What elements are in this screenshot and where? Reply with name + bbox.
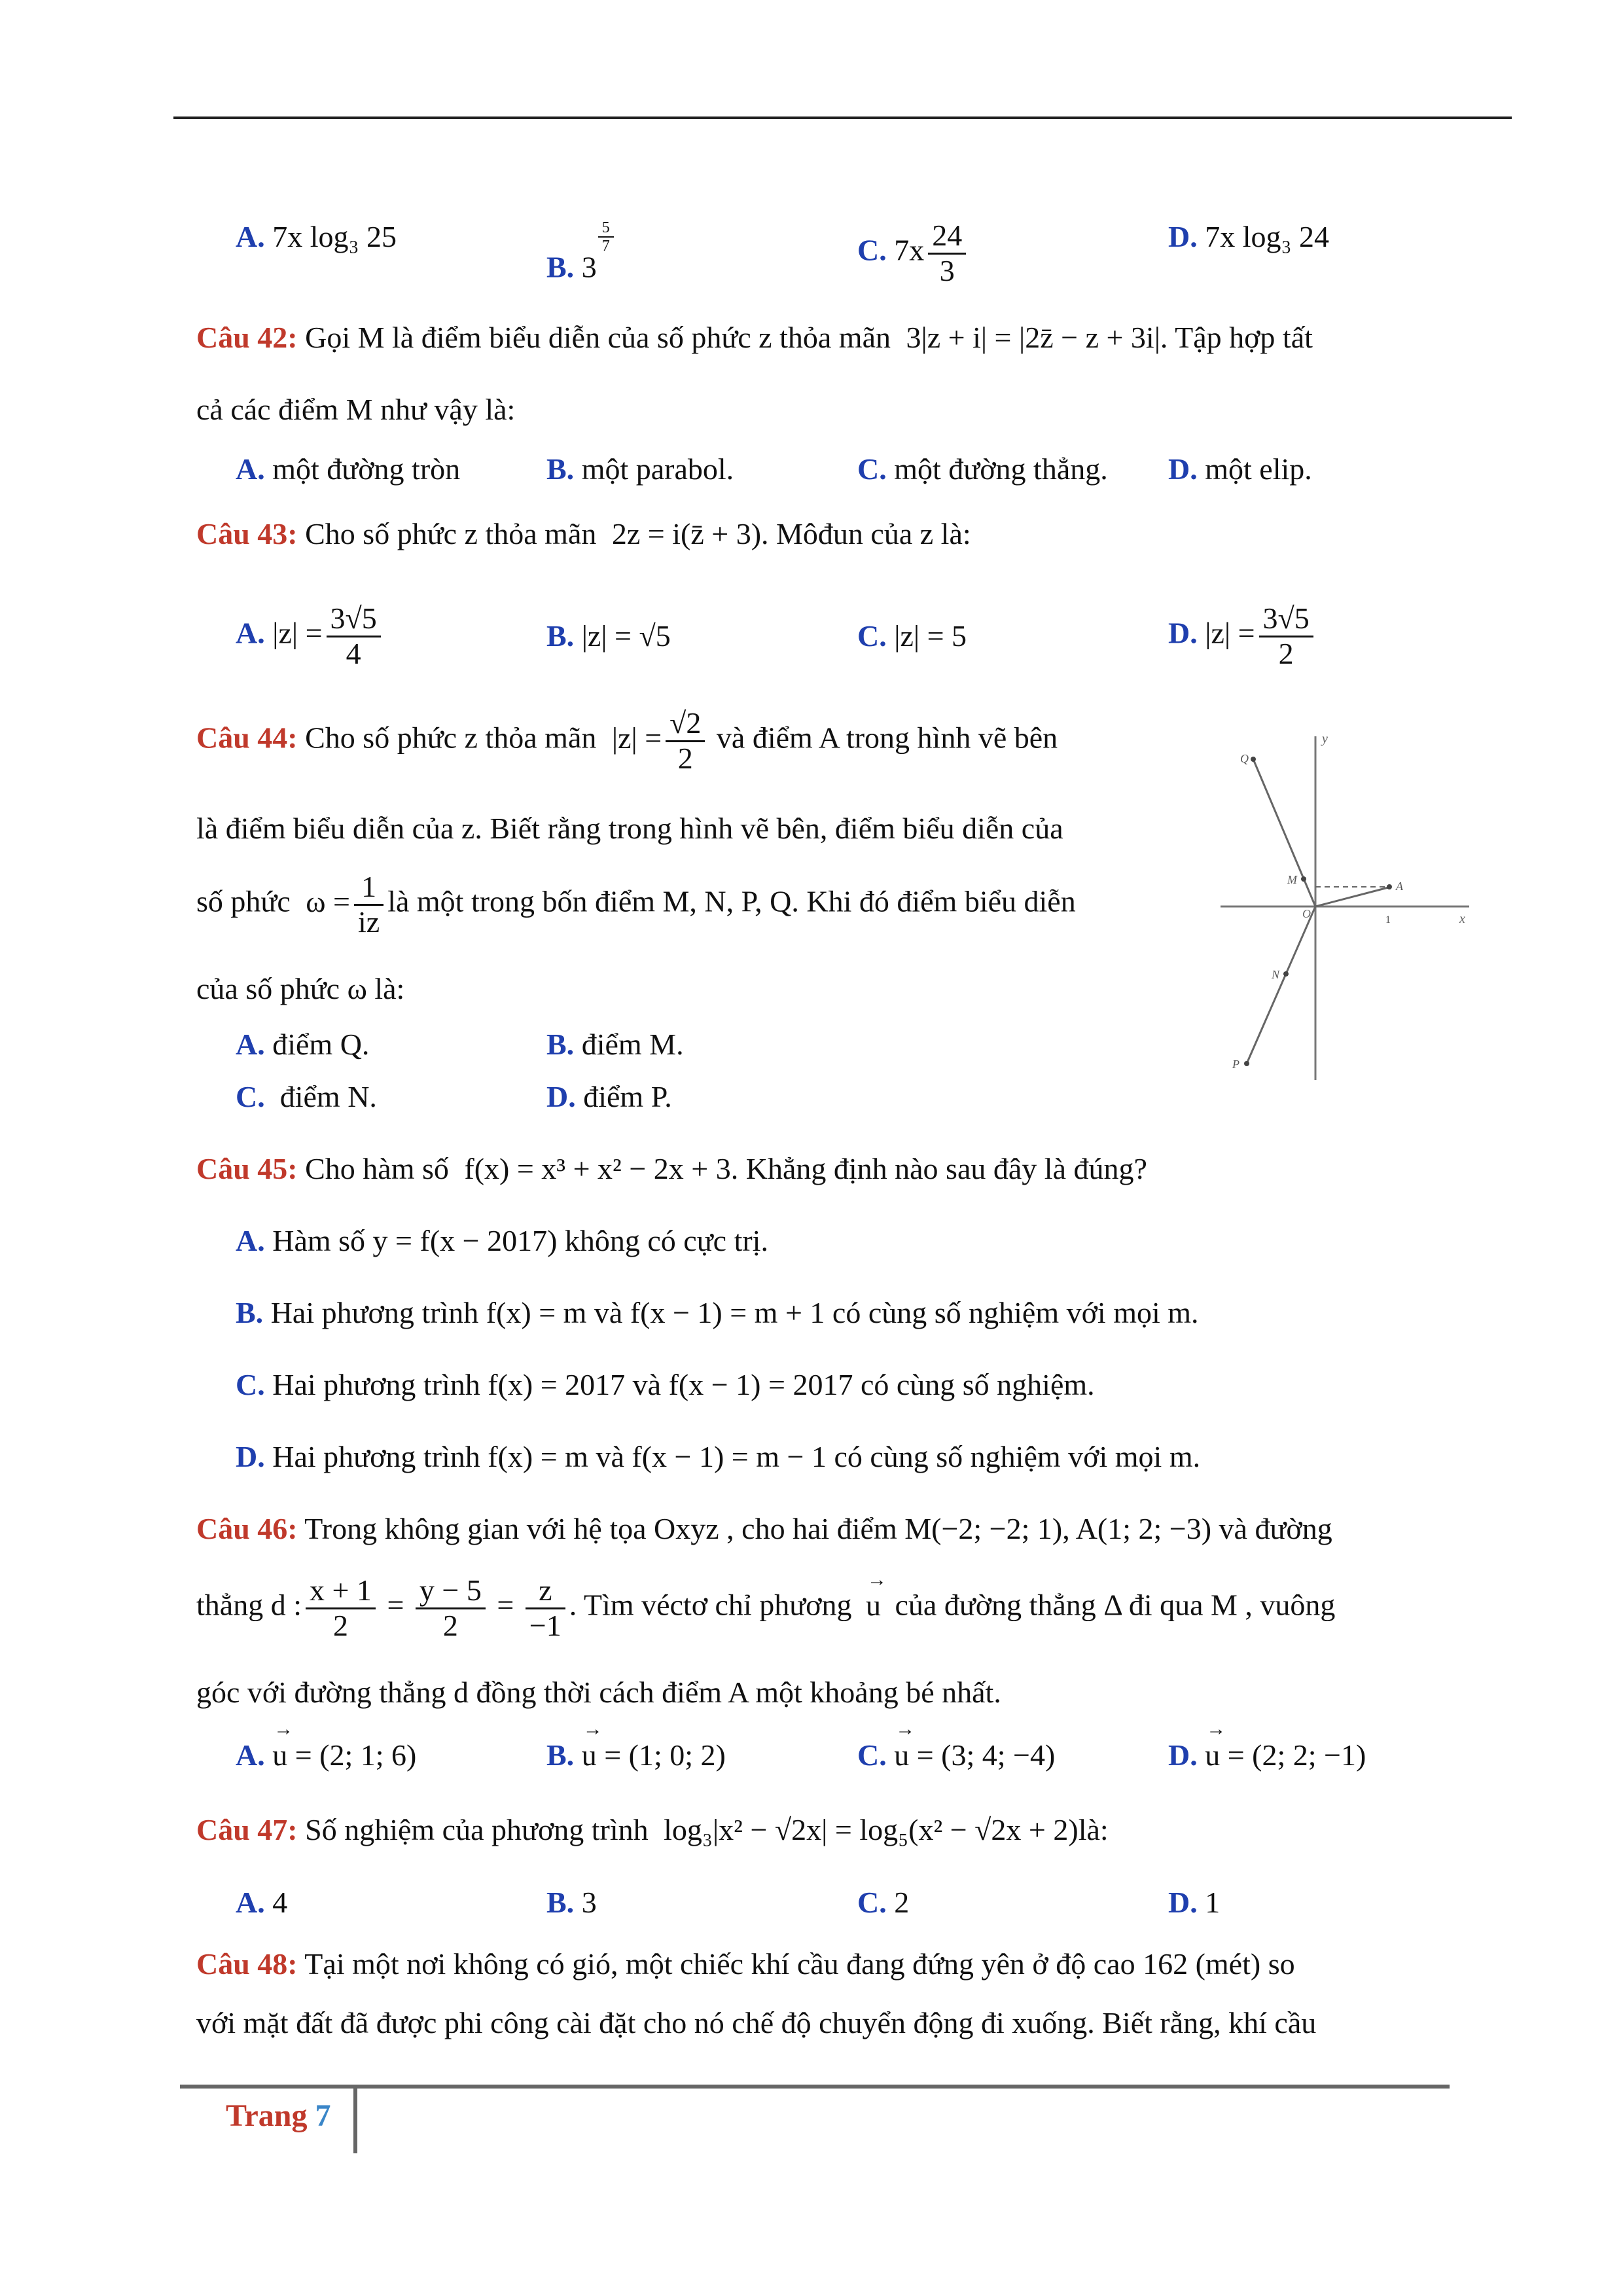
q41-option-d: D. 7x log₃ 24 bbox=[1168, 220, 1330, 253]
q42-line-1: Câu 42: Gọi M là điểm biểu diễn của số phức z thỏa mãn 3|z + i| = |2z̄ − z + 3i|. Tập hợp tất bbox=[196, 321, 1313, 354]
point-M-label: M bbox=[1287, 873, 1297, 886]
q45-option-c: C. Hai phương trình f(x) = 2017 và f(x − 1) = 2017 có cùng số nghiệm. bbox=[236, 1368, 1095, 1401]
footer-rule bbox=[180, 2085, 1450, 2089]
q46-option-c: C. → u = (3; 4; −4) bbox=[857, 1738, 1055, 1772]
segment-OP bbox=[1247, 906, 1315, 1064]
q45-option-d: D. Hai phương trình f(x) = m và f(x − 1) = m − 1 có cùng số nghiệm với mọi m. bbox=[236, 1440, 1201, 1473]
q48-line-2: với mặt đất đã được phi công cài đặt cho nó chế độ chuyển động đi xuống. Biết rằng, khí cầu bbox=[196, 2006, 1317, 2039]
origin-label: O bbox=[1302, 907, 1311, 920]
q44-line-3: số phức ω = $\frac{1}{iz}$ là một trong bốn điểm M, N, P, Q. Khi đó điểm biểu diễn bbox=[196, 870, 1076, 939]
q44-option-d: D. điểm P. bbox=[546, 1080, 672, 1113]
header-rule bbox=[173, 117, 1512, 119]
q43-label: Câu 43: bbox=[196, 517, 298, 550]
q41-option-c: C. 7x $\frac{24}{3}$ bbox=[857, 219, 970, 287]
q46-option-a: A. → u = (2; 1; 6) bbox=[236, 1738, 416, 1772]
tick-one-label: 1 bbox=[1385, 914, 1391, 925]
q44-label: Câu 44: bbox=[196, 721, 298, 755]
q46-line-2: thẳng d : $\frac{x + 1}{2}$ = $\frac{y - 5}{2}$ = $\frac{z}{-1}$ . Tìm véctơ chỉ phương → u của đường thẳng Δ đi qua M , vuông bbox=[196, 1574, 1335, 1642]
q41-option-a: A. 7x log₃ 25 bbox=[236, 220, 397, 253]
q44-line-1: Câu 44: Cho số phức z thỏa mãn |z| = $\frac{√2}{2}$ và điểm A trong hình vẽ bên bbox=[196, 706, 1058, 775]
q46-line-3: góc với đường thẳng d đồng thời cách điểm A một khoảng bé nhất. bbox=[196, 1676, 1001, 1709]
q45-label: Câu 45: bbox=[196, 1152, 298, 1185]
q43-option-b: B. |z| = √5 bbox=[546, 619, 671, 653]
q41-option-b: B. 3 $\frac{5}{7}$ bbox=[546, 219, 615, 284]
q44-option-a: A. điểm Q. bbox=[236, 1028, 370, 1061]
q43-option-a: A. |z| = $\frac{3√5}{4}$ bbox=[236, 602, 385, 670]
vector-u: → u bbox=[866, 1588, 881, 1623]
q48-line-1: Câu 48: Tại một nơi không có gió, một chiếc khí cầu đang đứng yên ở độ cao 162 (mét) so bbox=[196, 1947, 1295, 1981]
q47-option-c: C. 2 bbox=[857, 1886, 910, 1919]
point-P bbox=[1244, 1061, 1249, 1066]
q44-line-2: là điểm biểu diễn của z. Biết rằng trong hình vẽ bên, điểm biểu diễn của bbox=[196, 812, 1063, 845]
q46-label: Câu 46: bbox=[196, 1512, 298, 1545]
q47-line-1: Câu 47: Số nghiệm của phương trình log₃|x² − √2x| = log₅(x² − √2x + 2)là: bbox=[196, 1813, 1109, 1846]
point-Q bbox=[1251, 757, 1256, 762]
q44-option-b: B. điểm M. bbox=[546, 1028, 684, 1061]
q47-label: Câu 47: bbox=[196, 1813, 298, 1846]
q47-option-a: A. 4 bbox=[236, 1886, 288, 1919]
q47-option-b: B. 3 bbox=[546, 1886, 597, 1919]
x-axis-label: x bbox=[1459, 912, 1465, 926]
q47-option-d: D. 1 bbox=[1168, 1886, 1221, 1919]
q42-option-d: D. một elip. bbox=[1168, 452, 1312, 486]
point-A bbox=[1387, 884, 1392, 889]
q45-option-a: A. Hàm số y = f(x − 2017) không có cực trị. bbox=[236, 1224, 768, 1257]
q44-coordinate-figure bbox=[1214, 726, 1476, 1093]
point-Q-label: Q bbox=[1240, 752, 1249, 765]
q43-line-1: Câu 43: Cho số phức z thỏa mãn 2z = i(z̄ + 3). Môđun của z là: bbox=[196, 517, 971, 550]
footer-divider bbox=[353, 2088, 357, 2153]
q46-option-b: B. → u = (1; 0; 2) bbox=[546, 1738, 726, 1772]
point-M bbox=[1301, 876, 1306, 882]
page-number: Trang 7 bbox=[226, 2098, 331, 2133]
q42-option-a: A. một đường tròn bbox=[236, 452, 461, 486]
q46-option-d: D. → u = (2; 2; −1) bbox=[1168, 1738, 1366, 1772]
q42-option-c: C. một đường thẳng. bbox=[857, 452, 1108, 486]
q44-option-c: C. điểm N. bbox=[236, 1080, 377, 1113]
point-N bbox=[1283, 971, 1289, 977]
q44-line-4: của số phức ω là: bbox=[196, 972, 405, 1005]
q43-option-c: C. |z| = 5 bbox=[857, 619, 967, 653]
q45-line-1: Câu 45: Cho hàm số f(x) = x³ + x² − 2x + 3. Khẳng định nào sau đây là đúng? bbox=[196, 1152, 1147, 1185]
q46-line-1: Câu 46: Trong không gian với hệ tọa Oxyz , cho hai điểm M(−2; −2; 1), A(1; 2; −3) và đường bbox=[196, 1512, 1332, 1545]
segment-OA bbox=[1315, 887, 1391, 906]
q43-option-d: D. |z| = $\frac{3√5}{2}$ bbox=[1168, 602, 1317, 670]
y-axis-label: y bbox=[1322, 732, 1328, 746]
q48-label: Câu 48: bbox=[196, 1947, 298, 1981]
q42-option-b: B. một parabol. bbox=[546, 452, 734, 486]
point-A-label: A bbox=[1396, 880, 1403, 893]
q42-label: Câu 42: bbox=[196, 321, 298, 354]
point-N-label: N bbox=[1272, 968, 1280, 981]
q42-line-2: cả các điểm M như vậy là: bbox=[196, 393, 516, 426]
segment-OQ bbox=[1253, 759, 1315, 906]
point-P-label: P bbox=[1232, 1058, 1240, 1071]
q45-option-b: B. Hai phương trình f(x) = m và f(x − 1) = m + 1 có cùng số nghiệm với mọi m. bbox=[236, 1296, 1199, 1329]
